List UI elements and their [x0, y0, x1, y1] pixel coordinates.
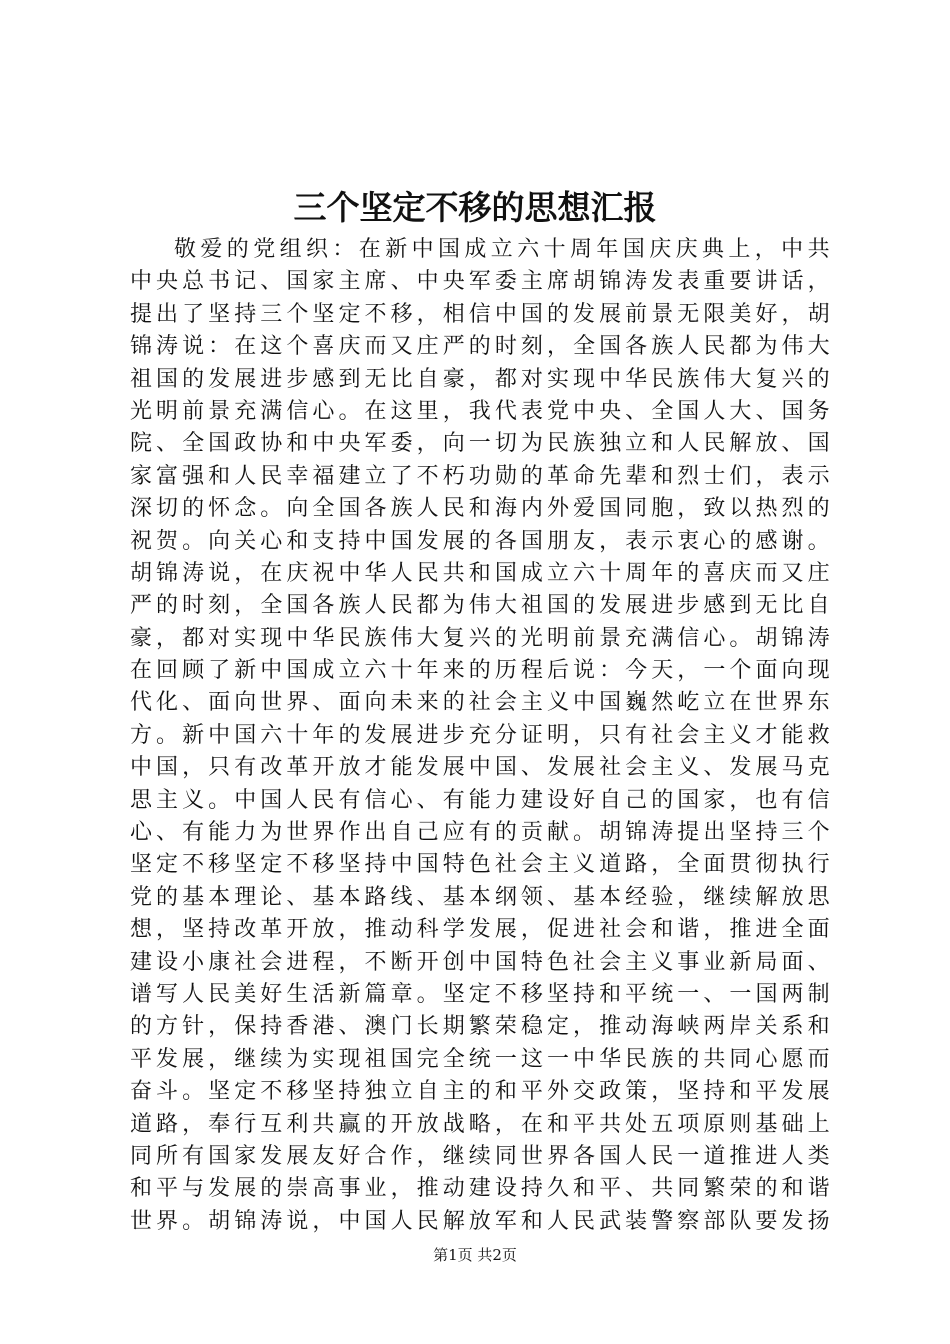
body-line: 的方针，保持香港、澳门长期繁荣稳定，推动海峡两岸关系和 [130, 1014, 830, 1040]
body-line: 谱写人民美好生活新篇章。坚定不移坚持和平统一、一国两制 [130, 981, 830, 1007]
body-line: 方。新中国六十年的发展进步充分证明，只有社会主义才能救 [130, 722, 830, 748]
page-footer: 第1页 共2页 [433, 1246, 517, 1264]
body-line: 奋斗。坚定不移坚持独立自主的和平外交政策，坚持和平发展 [130, 1079, 830, 1105]
body-line: 祝贺。向关心和支持中国发展的各国朋友，表示衷心的感谢。 [130, 528, 830, 554]
body-line: 坚定不移坚定不移坚持中国特色社会主义道路，全面贯彻执行 [130, 852, 830, 878]
body-line: 严的时刻，全国各族人民都为伟大祖国的发展进步感到无比自 [130, 593, 830, 619]
body-line: 平发展，继续为实现祖国完全统一这一中华民族的共同心愿而 [130, 1046, 830, 1072]
body-line: 建设小康社会进程，不断开创中国特色社会主义事业新局面、 [130, 949, 830, 975]
body-line: 胡锦涛说，在庆祝中华人民共和国成立六十周年的喜庆而又庄 [130, 560, 830, 586]
body-line: 祖国的发展进步感到无比自豪，都对实现中华民族伟大复兴的 [130, 366, 830, 392]
document-body [130, 234, 830, 1238]
body-line: 思主义。中国人民有信心、有能力建设好自己的国家，也有信 [130, 787, 830, 813]
body-line: 敬爱的党组织：在新中国成立六十周年国庆庆典上，中共 [174, 237, 830, 262]
body-line: 想，坚持改革开放，推动科学发展，促进社会和谐，推进全面 [130, 917, 830, 943]
body-line: 同所有国家发展友好合作，继续同世界各国人民一道推进人类 [130, 1143, 830, 1169]
body-line: 道路，奉行互利共赢的开放战略，在和平共处五项原则基础上 [130, 1111, 830, 1137]
body-line: 中国，只有改革开放才能发展中国、发展社会主义、发展马克 [130, 755, 830, 781]
body-line: 深切的怀念。向全国各族人民和海内外爱国同胞，致以热烈的 [130, 496, 830, 522]
document-title: 三个坚定不移的思想汇报 [293, 188, 657, 227]
body-line: 在回顾了新中国成立六十年来的历程后说：今天，一个面向现 [130, 658, 830, 684]
body-line: 中央总书记、国家主席、中央军委主席胡锦涛发表重要讲话， [130, 269, 830, 295]
body-line: 代化、面向世界、面向未来的社会主义中国巍然屹立在世界东 [130, 690, 830, 716]
body-line: 提出了坚持三个坚定不移，相信中国的发展前景无限美好，胡 [130, 301, 830, 327]
body-line: 和平与发展的崇高事业，推动建设持久和平、共同繁荣的和谐 [130, 1176, 830, 1202]
body-line: 党的基本理论、基本路线、基本纲领、基本经验，继续解放思 [130, 884, 830, 910]
body-line: 家富强和人民幸福建立了不朽功勋的革命先辈和烈士们，表示 [130, 463, 830, 489]
body-line: 世界。胡锦涛说，中国人民解放军和人民武装警察部队要发扬 [130, 1208, 830, 1234]
body-line: 光明前景充满信心。在这里，我代表党中央、全国人大、国务 [130, 398, 830, 424]
body-line: 锦涛说：在这个喜庆而又庄严的时刻，全国各族人民都为伟大 [130, 334, 830, 360]
body-line: 心、有能力为世界作出自己应有的贡献。胡锦涛提出坚持三个 [130, 820, 830, 846]
body-line: 院、全国政协和中央军委，向一切为民族独立和人民解放、国 [130, 431, 830, 457]
body-line: 豪，都对实现中华民族伟大复兴的光明前景充满信心。胡锦涛 [130, 625, 830, 651]
